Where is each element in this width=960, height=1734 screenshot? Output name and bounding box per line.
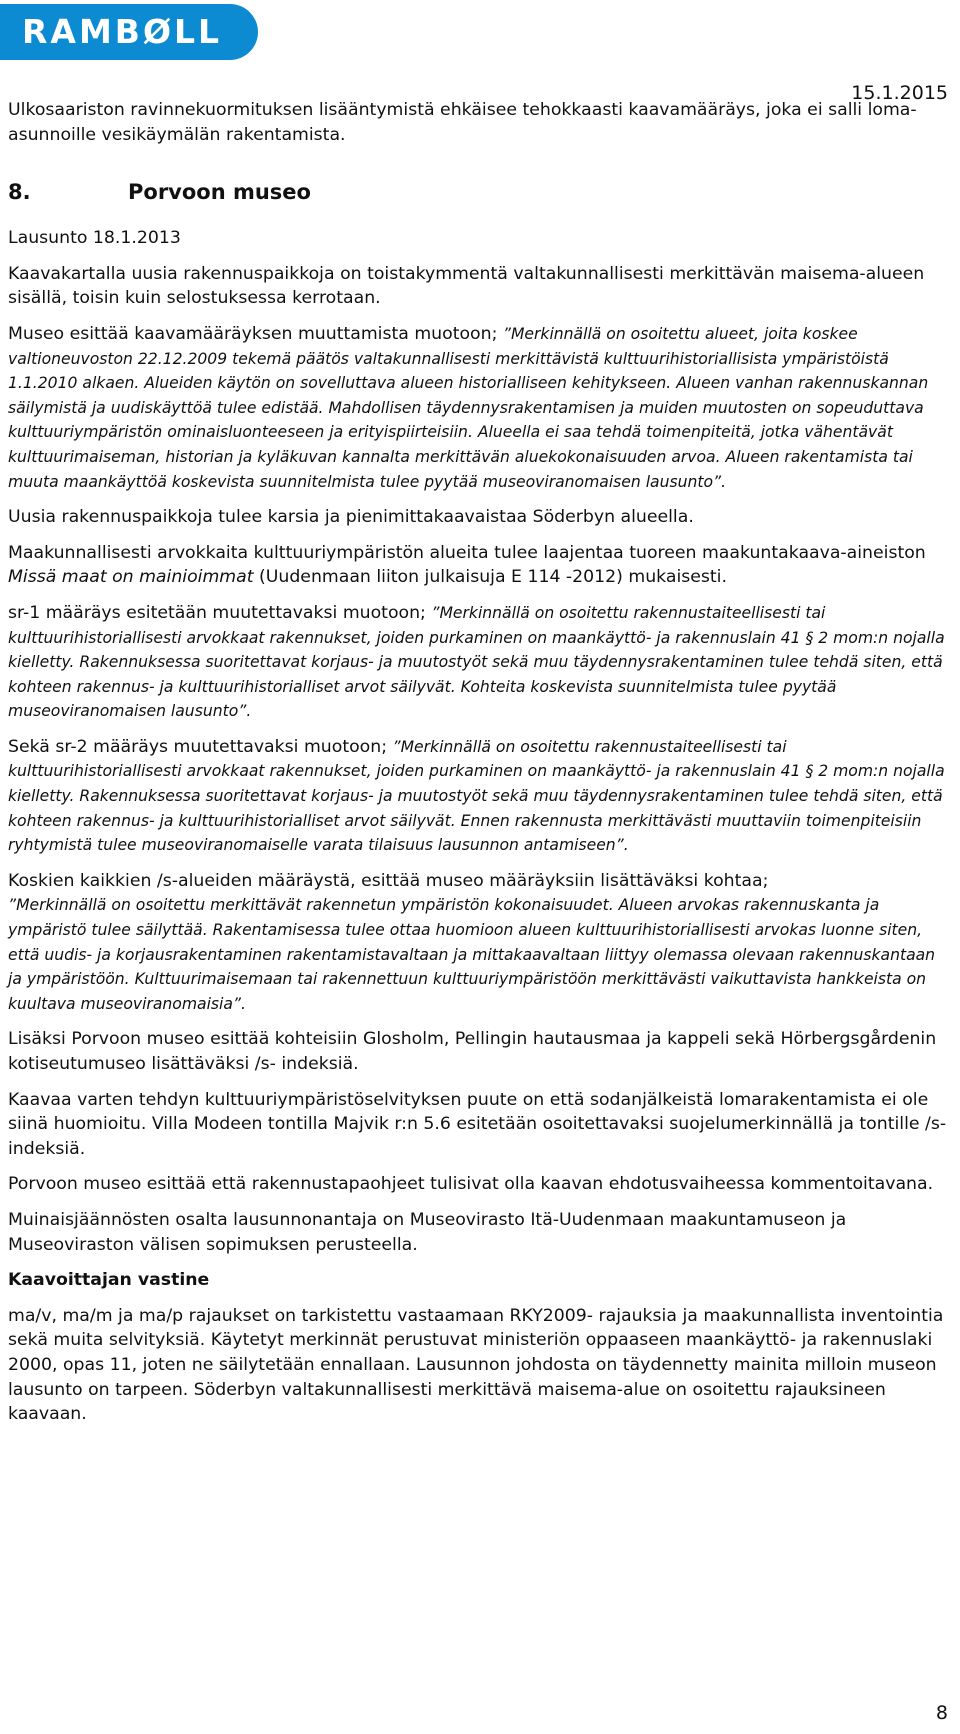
paragraph-lead: Museo esittää kaavamääräyksen muuttamista muotoon; [8, 323, 503, 344]
intro-paragraph: Ulkosaariston ravinnekuormituksen lisääntymistä ehkäisee tehokkaasti kaavamääräys, joka ei salli loma-asunnoille vesikäymälän rakentamista. [8, 100, 917, 145]
document-body [8, 98, 953, 1427]
paragraph: Lisäksi Porvoon museo esittää kohteisiin Glosholm, Pellingin hautausmaa ja kappeli sekä Hörbergsgårdenin kotiseutumuseo lisättäväksi /s- indeksiä. [8, 1029, 937, 1074]
paragraph-lead: sr-1 määräys esitetään muutettavaksi muotoon; [8, 602, 432, 623]
paragraph [8, 735, 953, 858]
response-text: ma/v, ma/m ja ma/p rajaukset on tarkistettu vastaamaan RKY2009- rajauksia ja maakunnallista inventointia sekä muita selvityksiä. Käytetyt merkinnät perustuvat ministeriön oppaaseen maankäyttö- ja rakennuslaki 2000, opas 11, joten ne säilytetään ennallaan. Lausunnon johdosta on täydennetty mainita milloin museon lausunto on tarpeen. Söderbyn valtakunnallisesti merkittävä maisema-alue on osoitettu rajauksineen kaavaan. [8, 1305, 944, 1425]
quote: ”Merkinnällä on osoitettu alueet, joita koskee valtioneuvoston 22.12.2009 tekemä päätös valtakunnallisesti merkittävistä kulttuurihistoriallisista ympäristöistä 1.1.2010 alkaen. Alueiden käytön on sovelluttava alueen historialliseen kehitykseen. Alueen vanhan rakennuskannan säilymistä ja uudiskäyttöä tulee edistää. Mahdollisen täydennysrakentamisen ja muiden muutosten on sopeuduttava kulttuuriympäristön ominaisluonteeseen ja erityispiirteisiin. Alueella ei saa tehdä toimenpiteitä, jotka vähentävät kulttuurimaiseman, historian ja kyläkuvan kannalta merkittävän aluekokonaisuuden arvoa. Alueen rakentamista tai muuta maankäyttöä koskevista suunnitelmista tulee pyytää museoviranomaisen lausunto”. [8, 324, 929, 491]
ramboll-logo [0, 4, 258, 60]
paragraph: Muinaisjäännösten osalta lausunnonantaja on Museovirasto Itä-Uudenmaan maakuntamuseon ja Museoviraston välisen sopimuksen perusteella. [8, 1209, 847, 1255]
quote: ”Merkinnällä on osoitettu merkittävät rakennetun ympäristön kokonaisuudet. Alueen arvokas rakennuskanta ja ympäristö tulee säilyttää. Rakentamisessa tulee ottaa huomioon alueen kulttuurihistoriallisesti arvokas luonne siten, että uudis- ja korjausrakentaminen rakentamistavaltaan ja mittakaavaltaan liittyy olemassa olevaan rakennuskantaan ja ympäristöön. Kulttuurimaisemaan tai rakennettuun kulttuuriympäristöön merkittävästi vaikuttavista hankkeista on kuultava museoviranomaisia”. [8, 896, 936, 1013]
quote: ”Merkinnällä on osoitettu rakennustaiteellisesti tai kulttuurihistoriallisesti arvokkaat rakennukset, joiden purkaminen on maankäyttö- ja rakennuslain 41 § 2 mom:n nojalla kielletty. Rakennuksessa suoritettavat korjaus- ja muutostyöt sekä muu täydennysrakentaminen tulee tehdä siten, että kohteen rakennus- ja kulttuurihistorialliset arvot säilyvät. Kohteita koskevista suunnitelmista tulee pyytää museoviranomaisen lausunto”. [8, 603, 945, 721]
paragraph [8, 541, 953, 590]
paragraph-lead: Koskien kaikkien /s-alueiden määräystä, esittää museo määräyksiin lisättäväksi kohtaa; [8, 870, 769, 891]
paragraph-tail: (Uudenmaan liiton julkaisuja E 114 -2012) mukaisesti. [253, 567, 727, 588]
section-title: Porvoon museo [128, 180, 311, 205]
page-number: 8 [935, 1702, 948, 1724]
paragraph [8, 869, 953, 1017]
logo-text: RAMBØLL [22, 12, 223, 51]
paragraph-lead: Sekä sr-2 määräys muutettavaksi muotoon; [8, 736, 393, 757]
paragraph: Kaavaa varten tehdyn kulttuuriympäristöselvityksen puute on että sodanjälkeistä lomarakentamista ei ole siinä huomioitu. Villa Modeen tontilla Majvik r:n 5.6 esitetään osoitettavaksi suojelumerkinnällä ja tontille /s-indeksiä. [8, 1089, 947, 1159]
statement-date: Lausunto 18.1.2013 [8, 228, 181, 249]
paragraph [8, 322, 953, 494]
paragraph: Porvoon museo esittää että rakennustapaohjeet tulisivat olla kaavan ehdotusvaiheessa kommentoitavana. [8, 1174, 934, 1195]
publication-title: Missä maat on mainioimmat [8, 567, 254, 588]
document-date: 15.1.2015 [851, 82, 948, 104]
paragraph: Uusia rakennuspaikkoja tulee karsia ja pienimittakaavaistaa Söderbyn alueella. [8, 507, 694, 528]
quote: ”Merkinnällä on osoitettu rakennustaiteellisesti tai kulttuurihistoriallisesti arvokkaat rakennukset, joiden purkaminen on maankäyttö- ja rakennuslain 41 § 2 mom:n nojalla kielletty. Rakennuksessa suoritettavat korjaus- ja muutostyöt sekä muu täydennysrakentaminen tulee tehdä siten, että kohteen rakennus- ja kulttuurihistorialliset arvot säilyvät. Ennen rakennusta merkittävästi muuttaviin toimenpiteisiin ryhtymistä tulee museoviranomaiselle varata tilaisuus lausunnon antamiseen”. [8, 737, 945, 855]
section-number: 8. [8, 180, 31, 205]
section-heading [8, 178, 953, 206]
paragraph-lead: Maakunnallisesti arvokkaita kulttuuriympäristön alueita tulee laajentaa tuoreen maakuntakaava-aineiston [8, 542, 926, 563]
paragraph [8, 601, 953, 724]
response-heading: Kaavoittajan vastine [8, 1270, 210, 1291]
paragraph: Kaavakartalla uusia rakennuspaikkoja on toistakymmentä valtakunnallisesti merkittävän maisema-alueen sisällä, toisin kuin selostuksessa kerrotaan. [8, 263, 925, 309]
